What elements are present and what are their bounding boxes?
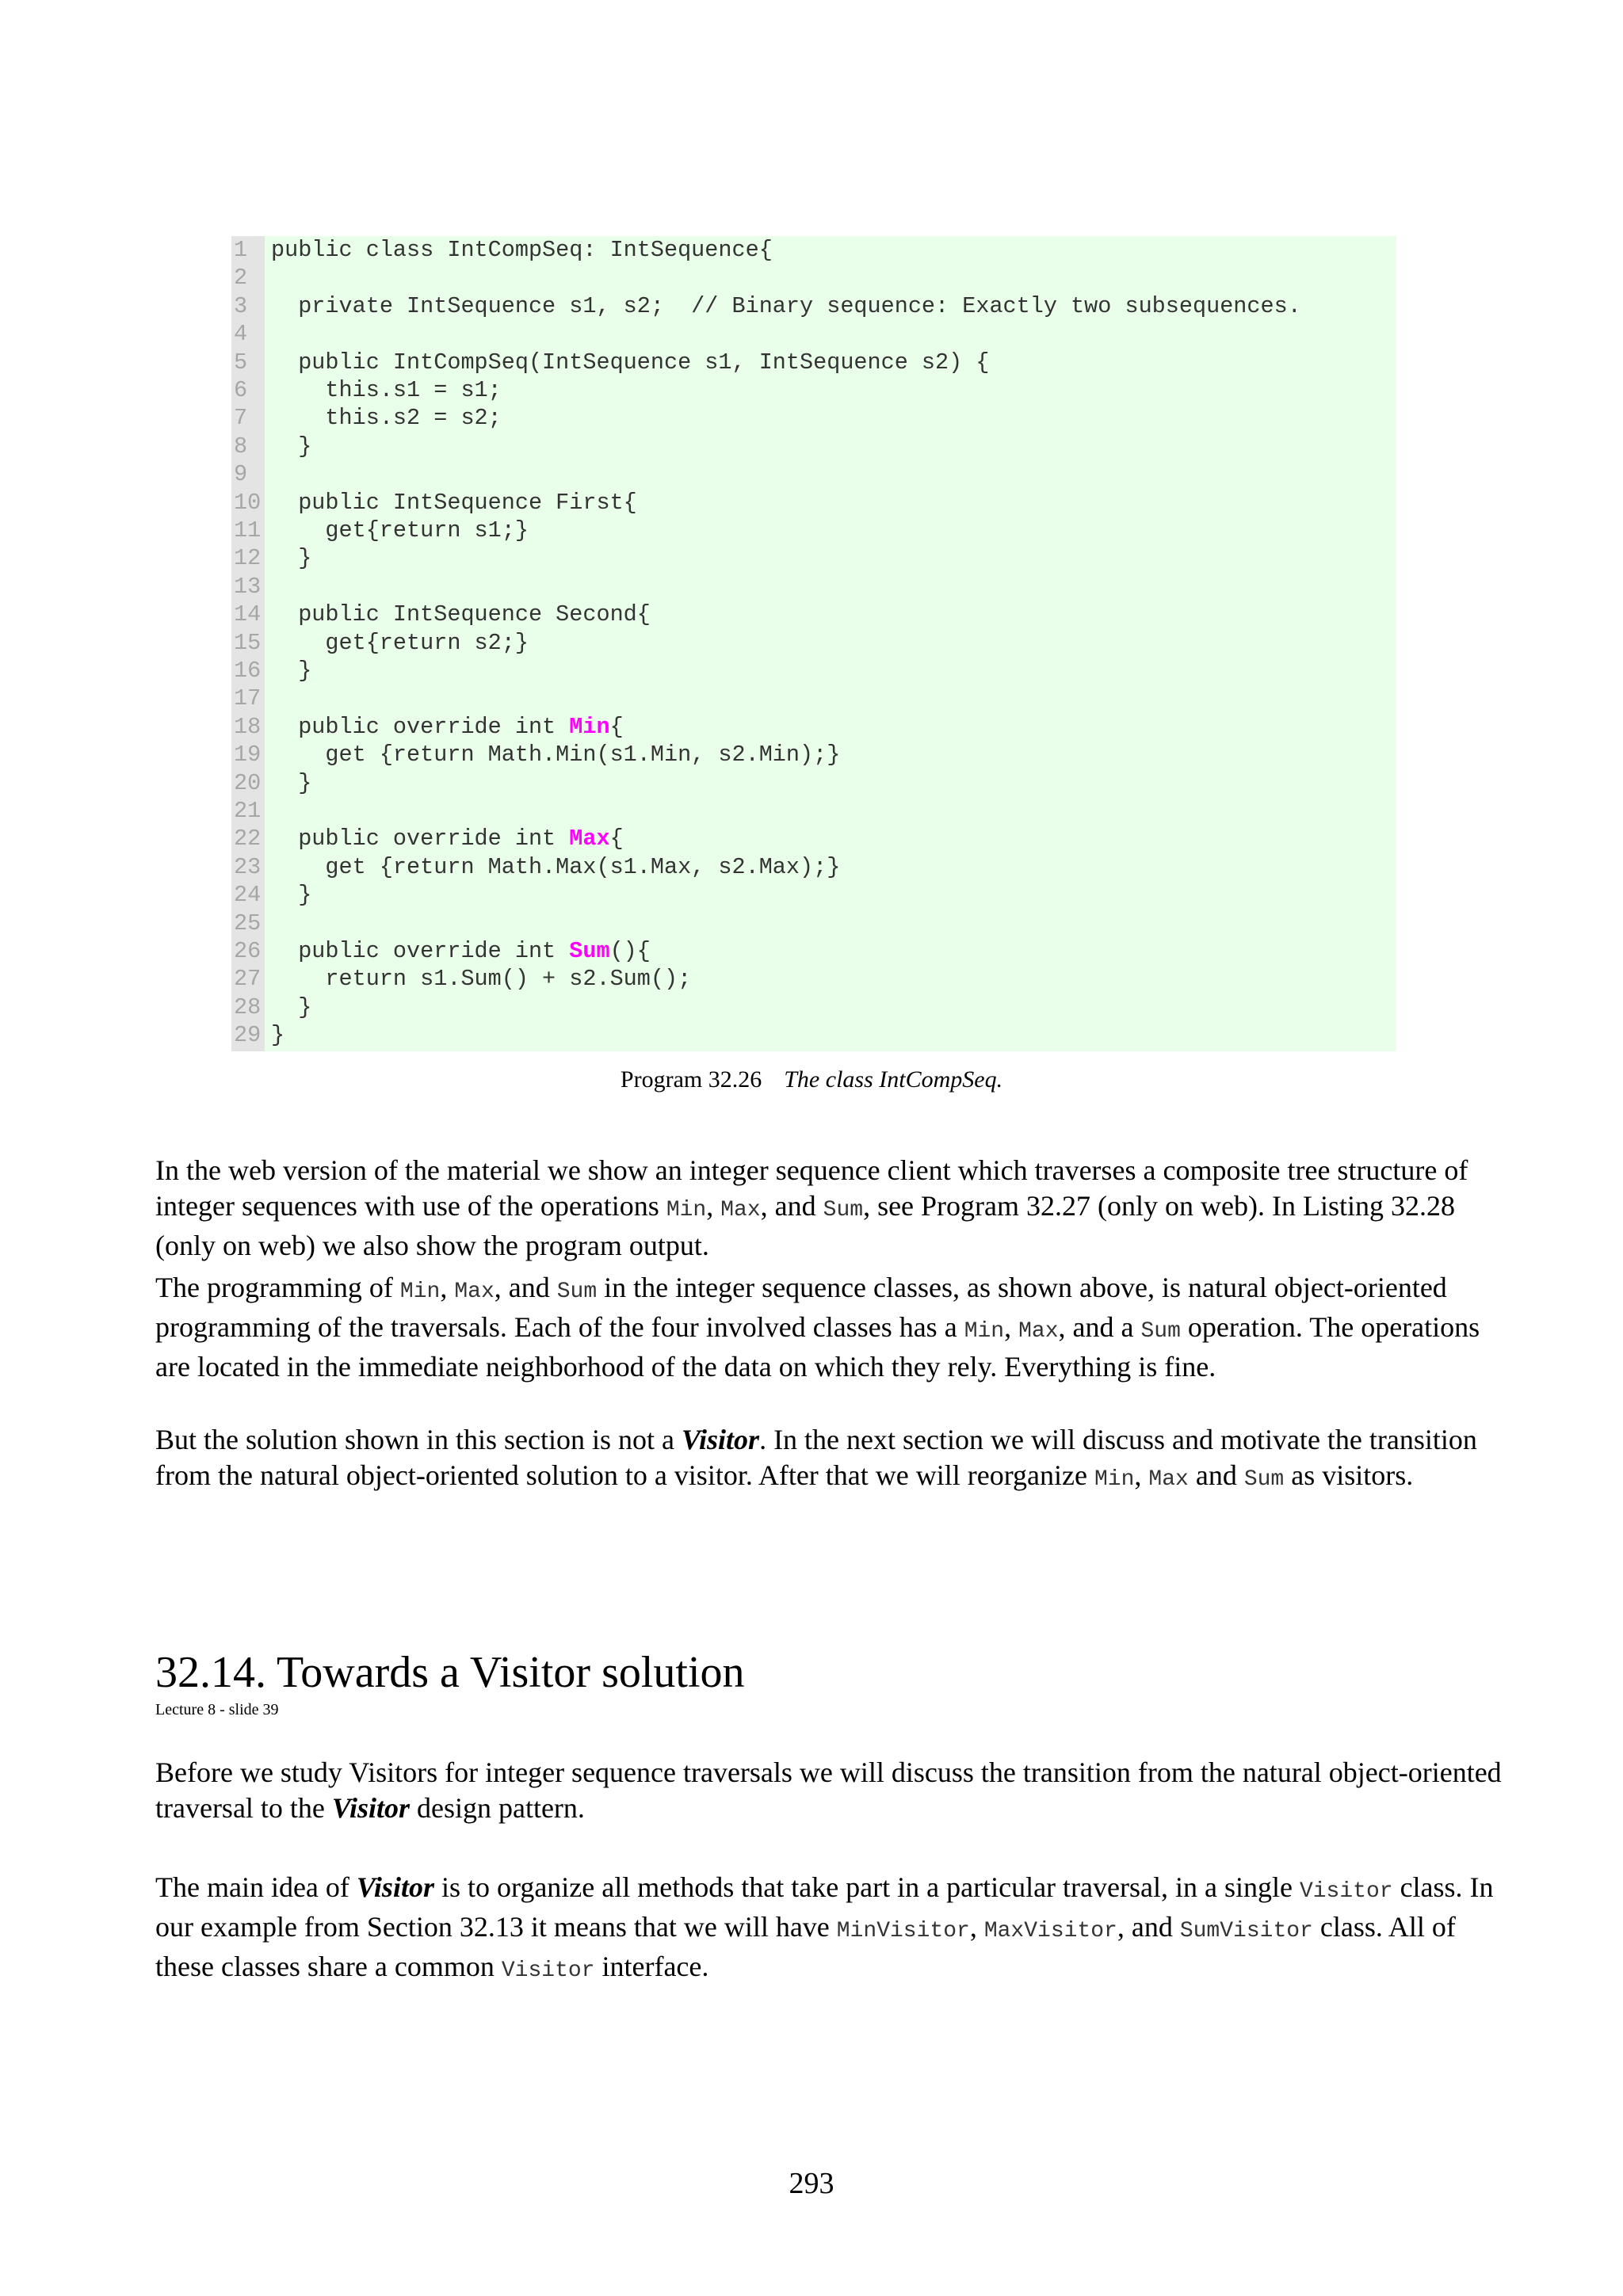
code-text <box>271 769 311 797</box>
code-segment: } <box>271 658 312 684</box>
line-number: 3 <box>234 292 248 319</box>
text-run: , and <box>1117 1911 1180 1943</box>
inline-code: Max <box>454 1280 495 1304</box>
code-text <box>271 937 651 965</box>
inline-code: Max <box>1148 1467 1189 1492</box>
code-segment: return s1.Sum() + s2.Sum(); <box>271 966 692 993</box>
code-segment: private IntSequence s1, s2; // Binary sequence: Exactly two subsequences. <box>271 292 1301 319</box>
code-segment: (){ <box>609 938 651 964</box>
highlighted-identifier: Sum <box>569 938 610 964</box>
code-line <box>231 937 1396 965</box>
code-text <box>271 601 651 628</box>
highlighted-identifier: Max <box>569 826 610 852</box>
line-number: 22 <box>234 826 262 852</box>
code-text <box>271 713 624 741</box>
code-segment: } <box>271 769 312 796</box>
code-segment: public override int <box>271 713 570 740</box>
code-text <box>271 825 624 852</box>
line-number: 14 <box>234 601 262 628</box>
code-segment: get{return s2;} <box>271 629 529 656</box>
line-number: 19 <box>234 742 262 769</box>
line-number: 7 <box>234 405 248 432</box>
code-text <box>271 994 311 1021</box>
line-number: 9 <box>234 461 248 488</box>
text-run: design pattern. <box>409 1792 585 1824</box>
section-heading: 32.14. Towards a Visitor solution <box>155 1648 745 1697</box>
code-text <box>271 517 529 544</box>
line-number: 21 <box>234 798 262 824</box>
line-number: 5 <box>234 349 248 376</box>
line-number: 24 <box>234 882 262 909</box>
inline-code: Min <box>964 1319 1005 1344</box>
code-segment: } <box>271 994 312 1020</box>
inline-code: MinVisitor <box>836 1919 970 1943</box>
inline-code: Visitor <box>501 1958 595 1983</box>
code-segment: this.s1 = s1; <box>271 377 502 403</box>
code-segment: public IntSequence Second{ <box>271 601 651 628</box>
text-run: , and <box>494 1272 557 1303</box>
code-line <box>231 292 1396 320</box>
text-run: . In the next section we will discuss and motivate the transition from the natural object-oriented solution to a visitor. After that we will reorganize <box>155 1424 1477 1491</box>
code-line <box>231 713 1396 741</box>
line-number: 27 <box>234 966 262 993</box>
code-line <box>231 404 1396 432</box>
line-number: 10 <box>234 489 262 516</box>
paragraph-before-visitors <box>155 1755 1503 1826</box>
paragraph-web-client <box>155 1153 1503 1264</box>
text-run: , and <box>760 1190 823 1222</box>
code-line <box>231 601 1396 628</box>
page-number: 293 <box>789 2167 834 2200</box>
emphasis: Visitor <box>356 1871 434 1903</box>
inline-code: Sum <box>823 1198 864 1222</box>
text-run: , and a <box>1058 1311 1141 1343</box>
code-text <box>271 544 311 572</box>
code-segment: public class IntCompSeq: IntSequence{ <box>271 237 773 263</box>
code-line <box>231 825 1396 852</box>
text-run: Before we study Visitors for integer sequence traversals we will discuss the transition from the natural object-oriented traversal to the <box>155 1756 1502 1824</box>
line-number: 29 <box>234 1022 262 1049</box>
code-text <box>271 1021 285 1049</box>
code-segment: public IntSequence First{ <box>271 489 637 516</box>
code-line <box>231 320 1396 348</box>
code-text <box>271 965 691 993</box>
code-line <box>231 349 1396 376</box>
text-run: as visitors. <box>1284 1459 1414 1491</box>
emphasis: Visitor <box>682 1424 760 1455</box>
line-number: 2 <box>234 265 248 292</box>
inline-code: Sum <box>1140 1319 1181 1344</box>
inline-code: SumVisitor <box>1179 1919 1313 1943</box>
inline-code: MaxVisitor <box>983 1919 1117 1943</box>
code-line <box>231 433 1396 460</box>
paragraph-main-idea <box>155 1870 1503 1989</box>
code-line <box>231 517 1396 544</box>
inline-code: Visitor <box>1299 1879 1393 1904</box>
code-text <box>271 433 311 460</box>
line-number: 6 <box>234 377 248 403</box>
line-number: 11 <box>234 517 262 543</box>
text-run: The programming of <box>155 1272 400 1303</box>
code-segment: } <box>271 433 312 460</box>
line-number: 4 <box>234 321 248 348</box>
code-segment: public override int <box>271 938 570 964</box>
line-number: 26 <box>234 938 262 964</box>
line-number: 16 <box>234 658 262 684</box>
line-number: 25 <box>234 910 262 936</box>
code-segment: get{return s1;} <box>271 517 529 543</box>
inline-code: Max <box>720 1198 761 1222</box>
code-text <box>271 657 311 685</box>
caption-number: Program 32.26 <box>620 1066 762 1093</box>
inline-code: Min <box>1094 1467 1135 1492</box>
line-number: 28 <box>234 994 262 1020</box>
code-text <box>271 489 637 517</box>
text-run: But the solution shown in this section is not a <box>155 1424 682 1455</box>
text-run: class. All of these classes share a common <box>155 1911 1456 1982</box>
inline-code: Min <box>666 1198 707 1222</box>
line-number: 8 <box>234 433 248 460</box>
text-run: interface. <box>594 1951 709 1982</box>
code-line <box>231 853 1396 881</box>
code-line <box>231 460 1396 488</box>
code-text <box>271 404 502 432</box>
code-segment: } <box>271 882 312 909</box>
emphasis: Visitor <box>331 1792 410 1824</box>
code-line <box>231 741 1396 769</box>
code-segment: { <box>609 826 624 852</box>
line-number: 17 <box>234 685 262 712</box>
text-run: , <box>1134 1459 1149 1491</box>
code-line <box>231 629 1396 657</box>
text-run: The main idea of <box>155 1871 357 1903</box>
code-segment: public override int <box>271 826 570 852</box>
inline-code: Sum <box>1243 1467 1285 1492</box>
code-segment: get {return Math.Max(s1.Max, s2.Max);} <box>271 853 841 880</box>
inline-code: Min <box>399 1280 441 1304</box>
code-text <box>271 629 529 657</box>
code-line <box>231 994 1396 1021</box>
code-segment: public IntCompSeq(IntSequence s1, IntSequence s2) { <box>271 349 990 376</box>
code-segment: } <box>271 1022 285 1049</box>
code-text <box>271 349 989 376</box>
text-run: , <box>706 1190 721 1222</box>
line-number: 23 <box>234 853 262 880</box>
code-line <box>231 769 1396 797</box>
slide-reference: Lecture 8 - slide 39 <box>155 1701 279 1718</box>
line-number: 15 <box>234 629 262 656</box>
text-run: is to organize all methods that take part in a particular traversal, in a single <box>433 1871 1300 1903</box>
code-segment: get {return Math.Min(s1.Min, s2.Min);} <box>271 742 841 769</box>
text-run: class. In our example from Section 32.13 it means that we will have <box>155 1871 1494 1943</box>
code-line <box>231 236 1396 264</box>
code-segment: { <box>609 713 624 740</box>
line-number: 12 <box>234 545 262 572</box>
line-number: 1 <box>234 237 248 263</box>
code-text <box>271 881 311 909</box>
text-run: , <box>969 1911 984 1943</box>
line-number: 13 <box>234 573 262 600</box>
code-line <box>231 376 1396 404</box>
code-line <box>231 910 1396 937</box>
code-segment: this.s2 = s2; <box>271 405 502 432</box>
highlighted-identifier: Min <box>569 713 610 740</box>
code-line <box>231 881 1396 909</box>
code-listing <box>231 236 1396 1051</box>
text-run: , <box>440 1272 455 1303</box>
paragraph-natural-oop <box>155 1270 1503 1385</box>
code-text <box>271 376 502 404</box>
text-run: in the integer sequence classes, as shown above, is natural object-oriented programming of the traversals. Each of the four involved classes has a <box>155 1272 1447 1343</box>
inline-code: Max <box>1018 1319 1059 1344</box>
paragraph-not-visitor <box>155 1422 1503 1497</box>
code-line <box>231 657 1396 685</box>
text-run: operation. The operations are located in the immediate neighborhood of the data on which they rely. Everything is fine. <box>155 1311 1480 1383</box>
line-number: 18 <box>234 713 262 740</box>
inline-code: Sum <box>556 1280 598 1304</box>
code-text <box>271 853 840 881</box>
caption-title: The class IntCompSeq. <box>784 1066 1003 1093</box>
text-run: , <box>1004 1311 1019 1343</box>
code-text <box>271 292 1301 320</box>
text-run: In the web version of the material we show an integer sequence client which traverses a composite tree structure of integer sequences with use of the operations <box>155 1154 1468 1222</box>
program-caption <box>0 1066 1623 1094</box>
code-line <box>231 797 1396 825</box>
code-text <box>271 741 840 769</box>
code-line <box>231 489 1396 517</box>
code-line <box>231 685 1396 712</box>
code-line <box>231 965 1396 993</box>
code-text <box>271 236 773 264</box>
line-number: 20 <box>234 769 262 796</box>
code-segment: } <box>271 545 312 572</box>
text-run: and <box>1188 1459 1244 1491</box>
code-line <box>231 1021 1396 1049</box>
code-line <box>231 544 1396 572</box>
code-line <box>231 264 1396 292</box>
text-run: , see Program 32.27 (only on web). In Listing 32.28 (only on web) we also show the program output. <box>155 1190 1455 1261</box>
code-line <box>231 573 1396 601</box>
